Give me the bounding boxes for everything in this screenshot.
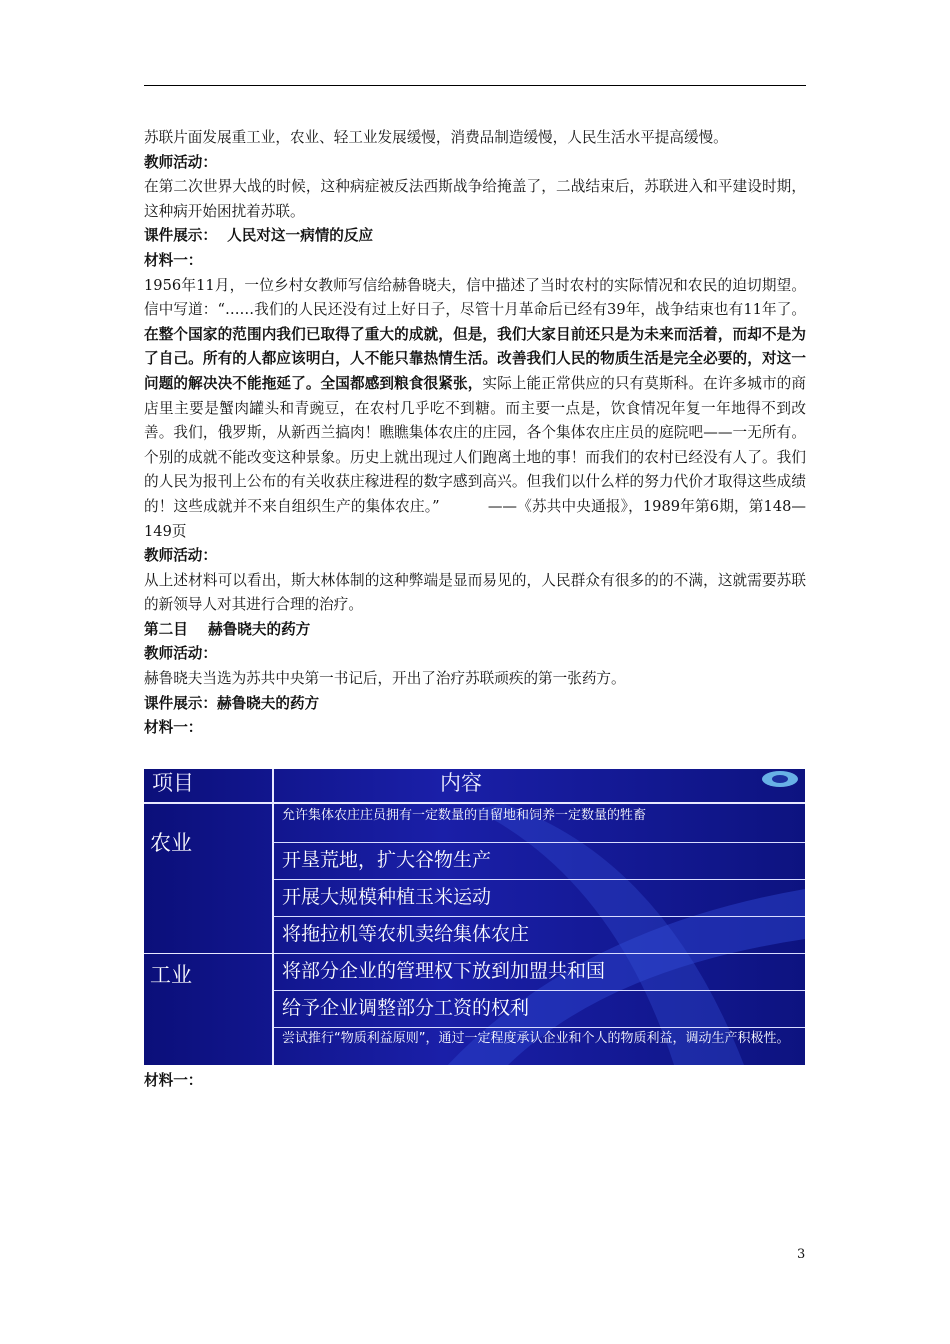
para-1: 苏联片面发展重工业，农业、轻工业发展缓慢，消费品制造缓慢，人民生活水平提高缓慢。 — [144, 129, 728, 146]
heading-material-1: 材料一： — [144, 251, 203, 269]
para-letter — [144, 274, 806, 545]
slide-ind-item-3: 尝试推行“物质利益原则”，通过一定程度承认企业和个人的物质利益，调动生产积极性。 — [282, 1031, 790, 1046]
slide-top-divider — [144, 802, 805, 804]
heading-material-2: 材料一： — [144, 719, 203, 737]
letter-part-bold: 在整个国家的范围内我们已取得了重大的成就，但是，我们大家目前还只是为未来而活着，而却不是为了自己。所有的人都应该明白，人不能只靠热情生活。改善我们人民的物质生活是完全必要的，对这一问题的解决决不能拖延了。全国都感到粮食很紧张， — [144, 325, 806, 392]
slide-agri-item-2: 开垦荒地，扩大谷物生产 — [282, 849, 492, 871]
slide-col-item: 项目 — [152, 771, 194, 795]
slide-agri-item-3: 开展大规模种植玉米运动 — [282, 886, 492, 908]
para-3: 从上述材料可以看出，斯大林体制的这种弊端是显而易见的，人民群众有很多的的不满，这就需要苏联的新领导人对其进行合理的治疗。 — [144, 571, 806, 614]
slide-agri-item-4: 将拖拉机等农机卖给集体农庄 — [282, 923, 530, 945]
document-body — [144, 126, 806, 741]
courseware-slide-image — [144, 769, 805, 1065]
material-label-after-slide: 材料一： — [144, 1072, 203, 1089]
slide-category-divider — [144, 953, 274, 954]
para-4: 赫鲁晓夫当选为苏共中央第一书记后，开出了治疗苏联顽疾的第一张药方。 — [144, 670, 626, 688]
slide-ind-item-2: 给予企业调整部分工资的权利 — [282, 997, 530, 1019]
slide-col-content: 内容 — [440, 771, 482, 795]
slide-industry-label: 工业 — [150, 963, 192, 987]
heading-courseware-1: 课件展示： 人民对这一病情的反应 — [144, 227, 374, 245]
heading-teacher-activity-3: 教师活动： — [144, 645, 217, 663]
slide-agri-item-1: 允许集体农庄庄员拥有一定数量的自留地和饲养一定数量的牲畜 — [282, 808, 647, 823]
slide-agriculture-label: 农业 — [150, 831, 192, 855]
slide-ind-item-1: 将部分企业的管理权下放到加盟共和国 — [282, 960, 606, 982]
letter-part-3: 实际上能正常供应的只有莫斯科。在许多城市的商店里主要是蟹肉罐头和青豌豆，在农村几乎吃不到糖。而主要一点是，饮食情况年复一年地得不到改善。我们，俄罗斯，从新西兰搞肉！瞧瞧集体农庄的庄园，各个集体农庄庄员的庭院吧——一无所有。个别的成就不能改变这种景象。历史上就出现过人们跑离土地的事！而我们的农村已经没有人了。我们的人民为报刊上公布的有关收获庄稼进程的数字感到高兴。但我们以什么样的努力代价才取得这些成绩的！这些成就并不来自组织生产的集体农庄。” ——《苏共中央通报》，1989年第6期，第148—149页 — [144, 374, 806, 540]
letter-part-1: 1956年11月，一位乡村女教师写信给赫鲁晓夫，信中描述了当时农村的实际情况和农民的迫切期望。信中写道：“……我们的人民还没有过上好日子，尽管十月革命后已经有39年，战争结束也有11年了。 — [144, 276, 806, 319]
heading-teacher-activity-2: 教师活动： — [144, 547, 217, 565]
page-number: 3 — [797, 1247, 806, 1262]
heading-section-2: 第二目 赫鲁晓夫的药方 — [144, 620, 311, 638]
heading-teacher-activity-1: 教师活动： — [144, 153, 217, 171]
header-rule — [144, 85, 806, 86]
para-2: 在第二次世界大战的时候，这种病症被反法西斯战争给掩盖了，二战结束后，苏联进入和平建设时期，这种病开始困扰着苏联。 — [144, 178, 806, 220]
heading-courseware-2: 课件展示：赫鲁晓夫的药方 — [144, 694, 320, 712]
